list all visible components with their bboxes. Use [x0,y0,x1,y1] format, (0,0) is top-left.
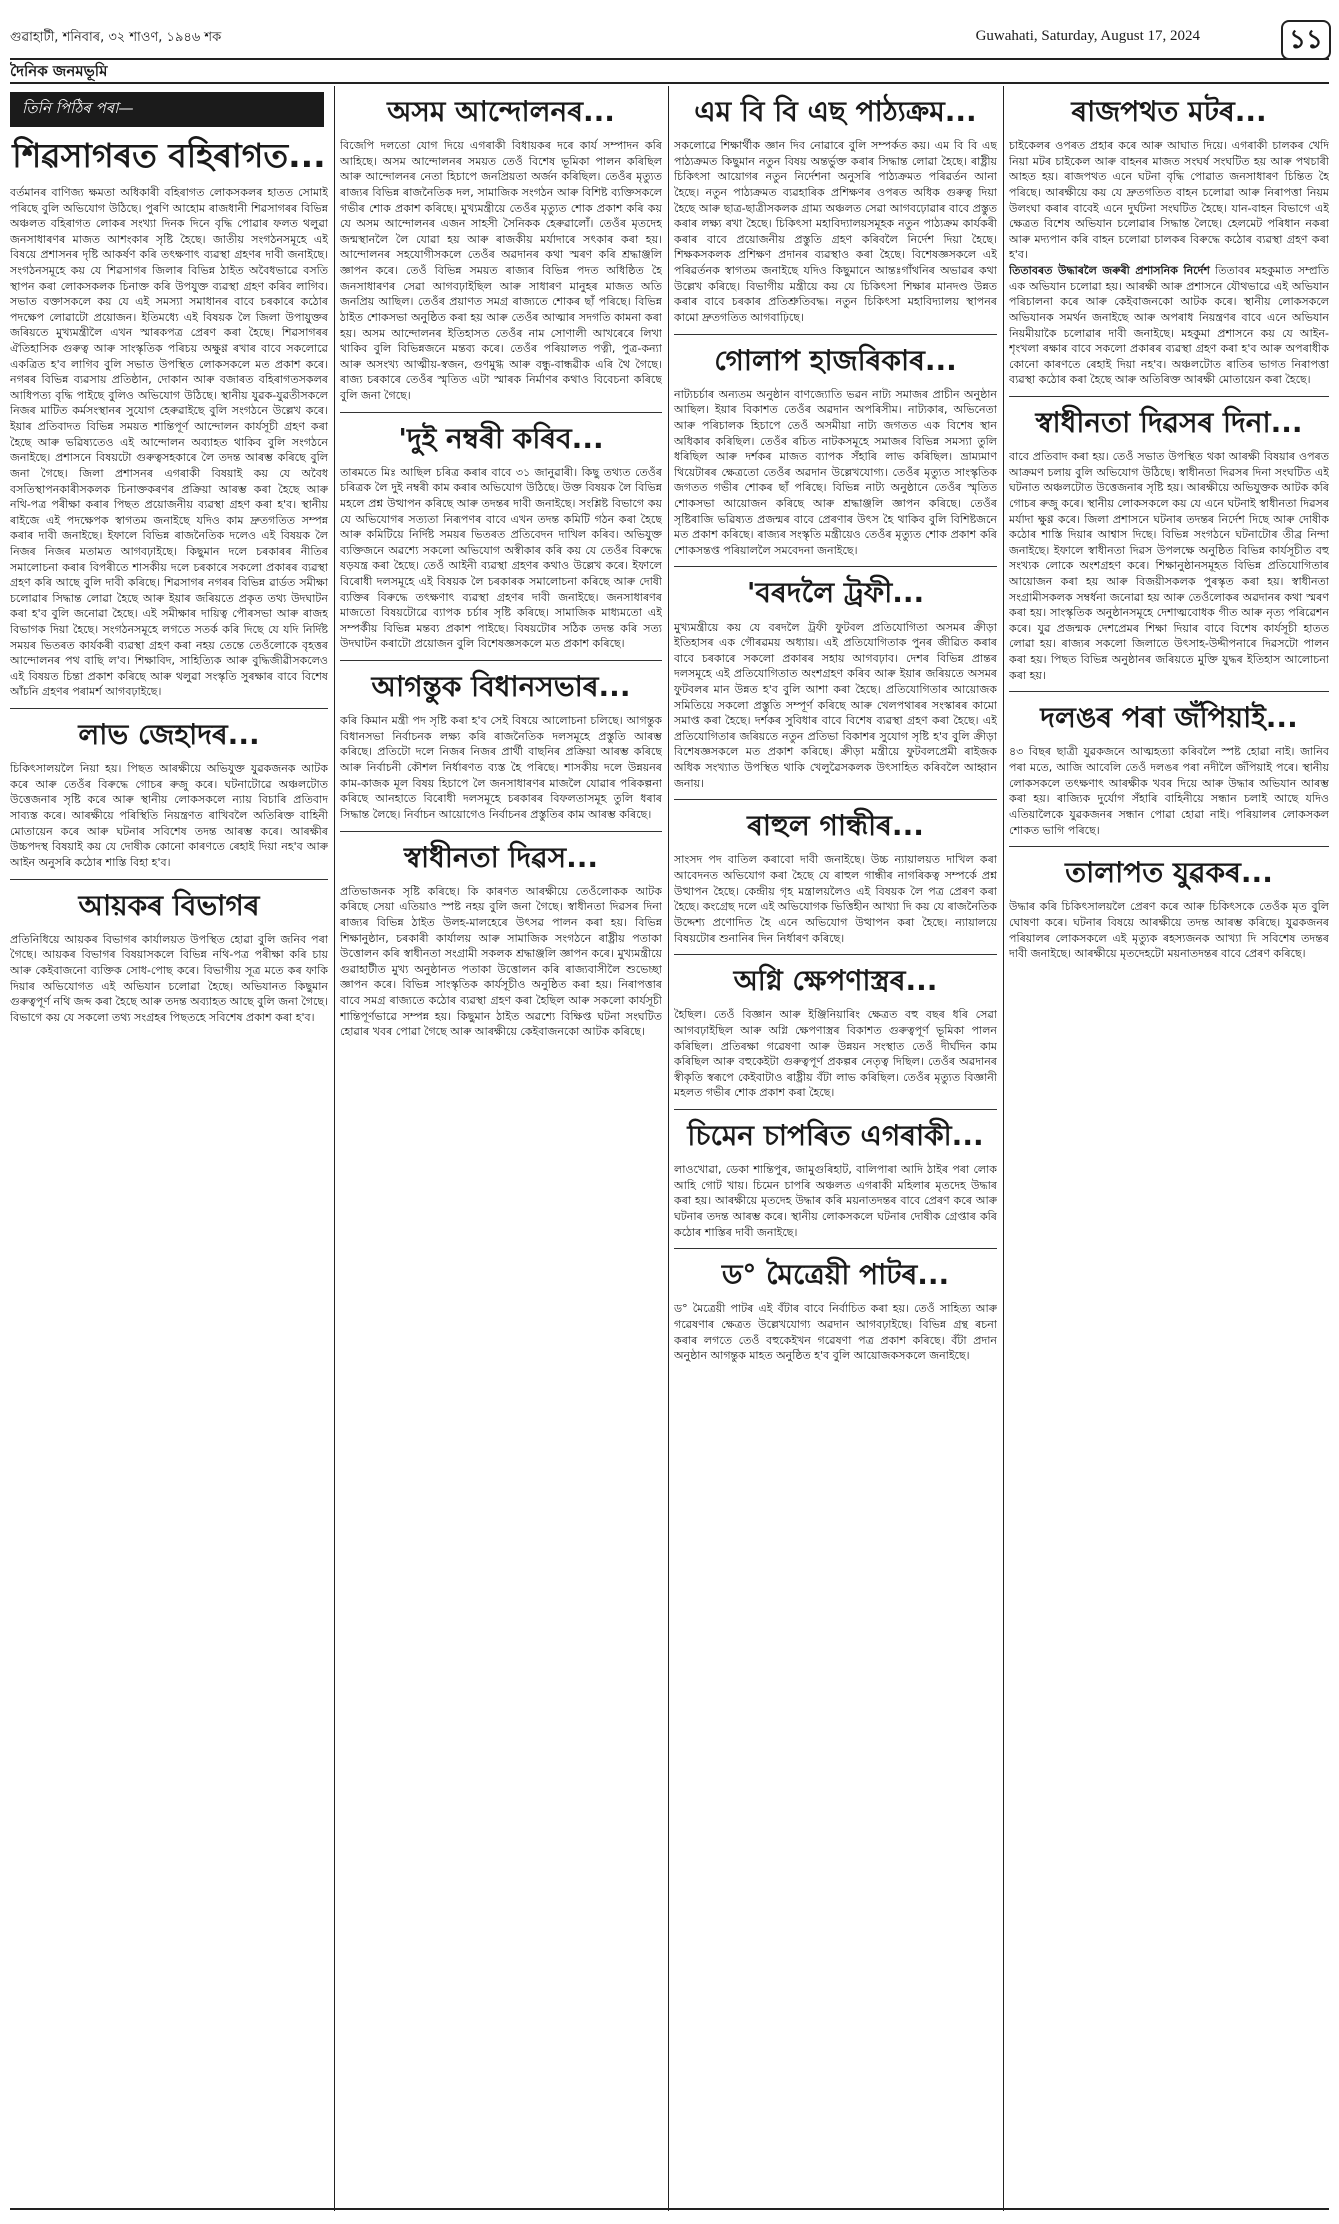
headline-rahul-gandhi: ৰাহুল গান্ধীৰ... [747,809,924,843]
column-2 [340,86,662,2206]
headline-love-jihad: লাভ জেহাদৰ... [78,718,260,752]
page-header [10,18,1270,58]
article-body-independence: প্ৰতিভাজনক সৃষ্টি কৰিছে। কি কাৰণত আৰক্ষীয়ে তেওঁলোকক আটক কৰিছে সেয়া এতিয়াও স্পষ্ট নহয় বুলি জনা গৈছে। স্বাধীনতা দিৱসৰ দিনা ৰাজ্যৰ বিভিন্ন ঠাইত উলহ-মালহেৰে উৎসৱ পালন কৰা হয়। বিভিন্ন শিক্ষানুষ্ঠান, চৰকাৰী কাৰ্যালয় আৰু সামাজিক সংগঠনে ৰাষ্ট্ৰীয় পতাকা উত্তোলন কৰি স্বাধীনতা সংগ্ৰামী সকলক শ্ৰদ্ধাঞ্জলি জ্ঞাপন কৰে। মুখ্যমন্ত্ৰীয়ে গুৱাহাটীত মুখ্য অনুষ্ঠানত পতাকা উত্তোলন কৰি ৰাজ্যবাসীলৈ শুভেচ্ছা জ্ঞাপন কৰে। বিভিন্ন সাংস্কৃতিক কাৰ্যসূচীও অনুষ্ঠিত কৰা হয়। নিৰাপত্তাৰ বাবে সমগ্ৰ ৰাজ্যতে কঠোৰ ব্যৱস্থা গ্ৰহণ কৰা হৈছিল আৰু সকলো কাৰ্যসূচী শান্তিপূৰ্ণভাৱে সম্পন্ন হয়। কিছুমান ঠাইত অৱশ্যে বিক্ষিপ্ত ঘটনা সংঘটিত হোৱাৰ খবৰ পোৱা গৈছে আৰু আৰক্ষীয়ে কেইবাজনকো আটক কৰিছে। [340,884,662,1039]
dateline-english: Guwahati, Saturday, August 17, 2024 [975,28,1200,44]
dateline-assamese: গুৱাহাটী, শনিবাৰ, ৩২ শাওণ, ১৯৪৬ শক [10,30,222,45]
headline-chimen-chapori: চিমেন চাপৰিত এগৰাকী... [687,1118,984,1152]
article-body-bridge-jump: ৪৩ বিছৰ ছাত্ৰী যুৱকজনে আত্মহত্যা কৰিবলৈ স্পষ্ট হোৱা নাই। জানিব পৰা মতে, আজি আবেলি তেওঁ দলঙৰ পৰা নদীলৈ জঁপিয়াই পৰে। স্থানীয় লোকসকলে তৎক্ষণাৎ আৰক্ষীক খবৰ দিয়ে আৰু উদ্ধাৰ অভিযান আৰম্ভ কৰা হয়। ৰাজ্যিক দুৰ্যোগ সঁহাৰি বাহিনীয়ে সন্ধান চলাই আছে যদিও এতিয়ালৈকে যুৱকজনৰ সন্ধান পোৱা হোৱা নাই। পৰিয়ালৰ লোকসকল শোকত ভাগি পৰিছে। [1009,745,1329,837]
headline-assembly: আগন্তুক বিধানসভাৰ... [371,670,631,704]
column-divider [1003,86,1004,2211]
column-4 [1009,86,1329,2206]
article-body-assam-movement: বিজেপি দলতো যোগ দিয়ে এগৰাকী বিধায়কৰ দৰে কাৰ্য সম্পাদন কৰি আহিছে। অসম আন্দোলনৰ সময়ত তেওঁ বিশেষ ভূমিকা পালন কৰিছিল আৰু আন্দোলনৰ নেতা হিচাপে জনপ্ৰিয়তা অৰ্জন কৰিছিল। তেওঁৰ মৃত্যুত ৰাজ্যৰ বিভিন্ন ৰাজনৈতিক দল, সামাজিক সংগঠন আৰু বিশিষ্ট ব্যক্তিসকলে গভীৰ শোক প্ৰকাশ কৰিছে। মুখ্যমন্ত্ৰীয়ে তেওঁৰ মৃত্যুত শোক প্ৰকাশ কৰি কয় যে অসম আন্দোলনৰ এজন সাহসী সৈনিকক হেৰুৱালোঁ। তেওঁৰ মৃতদেহ জন্মস্থানলৈ লৈ যোৱা হয় আৰু ৰাজকীয় মৰ্যাদাৰে সৎকাৰ কৰা হয়। আন্দোলনৰ সহযোগীসকলে তেওঁৰ অৱদানৰ কথা স্মৰণ কৰি শ্ৰদ্ধাঞ্জলি জ্ঞাপন কৰে। তেওঁ বিভিন্ন সময়ত ৰাজ্যৰ বিভিন্ন পদত অধিষ্ঠিত হৈ জনসাধাৰণৰ সেৱা আগবঢ়াইছিল আৰু সাধাৰণ মানুহৰ মাজত অতি জনপ্ৰিয় আছিল। তেওঁৰ প্ৰয়াণত সমগ্ৰ ৰাজ্যতে শোকৰ ছাঁ পৰিছে। বিভিন্ন ঠাইত শোকসভা অনুষ্ঠিত কৰা হয় আৰু তেওঁৰ আত্মাৰ সদগতি কামনা কৰা হয়। অসম আন্দোলনৰ ইতিহাসত তেওঁৰ নাম সোণালী আখৰেৰে লিখা থাকিব বুলি বিভিন্নজনে মন্তব্য কৰে। তেওঁৰ পৰিয়ালত পত্নী, পুত্ৰ-কন্যা আৰু অসংখ্য আত্মীয়-স্বজন, গুণমুগ্ধ আৰু বন্ধু-বান্ধৱীক এৰি থৈ গৈছে। ৰাজ্য চৰকাৰে তেওঁৰ স্মৃতিত এটা স্মাৰক নিৰ্মাণৰ কথাও বিবেচনা কৰিছে বুলি জনা গৈছে। [340,139,662,402]
article-body-motor-highway: চাইকেলৰ ওপৰত প্ৰহাৰ কৰে আৰু আঘাত দিয়ে। এগৰাকী চালকৰ খেদি নিয়া মটৰ চাইকেল আৰু বাহনৰ মাজত সংঘৰ্ষ সংঘটিত হয় আৰু পথচাৰী আহত হয়। ৰাজপথত এনে ঘটনা বৃদ্ধি পোৱাত জনসাধাৰণ চিন্তিত হৈ পৰিছে। আৰক্ষীয়ে কয় যে দ্ৰুতগতিত বাহন চলোৱা আৰু নিৰাপত্তা নিয়ম উলংঘা কৰাৰ বাবেই এনে দুৰ্ঘটনা সংঘটিত হৈছে। যান-বাহন বিভাগে এই ক্ষেত্ৰত বিশেষ অভিযান চলোৱাৰ সিদ্ধান্ত লৈছে। হেলমেট পৰিধান নকৰা আৰু মদ্যপান কৰি বাহন চলোৱা চালকৰ বিৰুদ্ধে কঠোৰ ব্যৱস্থা গ্ৰহণ কৰা হ'ব। [1009,139,1329,262]
article-separator [674,566,997,567]
article-body-two-number: তাৰমতে মিঃ আছিল চৰিত্ৰ কৰাৰ বাবে ৩১ জানুৱাৰী। কিছু তথ্যত তেওঁৰ চৰিত্ৰক লৈ দুই নম্বৰী কাম কৰাৰ অভিযোগ উঠিছে। উক্ত বিষয়ক লৈ বিভিন্ন মহলে প্ৰশ্ন উত্থাপন কৰিছে আৰু তদন্তৰ দাবী জনাইছে। সংশ্লিষ্ট বিভাগে কয় যে অভিযোগৰ সত্যতা নিৰূপণৰ বাবে এখন তদন্ত কমিটি গঠন কৰা হৈছে আৰু কমিটিয়ে নিৰ্দিষ্ট সময়ৰ ভিতৰত প্ৰতিবেদন দাখিল কৰিব। অভিযুক্ত ব্যক্তিজনে অৱশ্যে সকলো অভিযোগ অস্বীকাৰ কৰি কয় যে তেওঁৰ বিৰুদ্ধে ষড়যন্ত্ৰ কৰা হৈছে। তেওঁ আইনী ব্যৱস্থা গ্ৰহণৰ কথাও উল্লেখ কৰে। ইফালে বিৰোধী দলসমূহে এই বিষয়ক লৈ চৰকাৰক সমালোচনা কৰিছে আৰু দোষী ব্যক্তিৰ বিৰুদ্ধে তৎক্ষণাৎ ব্যৱস্থা গ্ৰহণৰ দাবী জনাইছে। জনসাধাৰণৰ মাজতো বিষয়টোৱে ব্যাপক চৰ্চাৰ সৃষ্টি কৰিছে। সামাজিক মাধ্যমতো এই সম্পৰ্কীয় বিভিন্ন মন্তব্য প্ৰকাশ পাইছে। বিষয়টোৰ সঠিক তদন্ত কৰি সত্য উদঘাটন কৰাটো প্ৰয়োজন বুলি বিশেষজ্ঞসকলে মত প্ৰকাশ কৰিছে। [340,465,662,651]
article-separator [1009,396,1329,397]
article-body-chimen-chapori: লাওখোৱা, ডেকা শান্তিপুৰ, জামুগুৰিহাট, বালিপাৰা আদি ঠাইৰ পৰা লোক আহি গোট খায়। চিমেন চাপৰি অঞ্চলত এগৰাকী মহিলাৰ মৃতদেহ উদ্ধাৰ কৰা হয়। আৰক্ষীয়ে মৃতদেহ উদ্ধাৰ কৰি ময়নাতদন্তৰ বাবে প্ৰেৰণ কৰে আৰু ঘটনাৰ তদন্ত আৰম্ভ কৰে। স্থানীয় লোকসকলে ঘটনাৰ দোষীক গ্ৰেপ্তাৰ কৰি কঠোৰ শাস্তিৰ দাবী জনাইছে। [674,1163,997,1239]
article-separator [340,831,662,832]
headline-bordoloi-trophy: 'বৰদলৈ ট্ৰফী... [746,576,925,610]
article-separator [10,879,328,880]
article-separator [674,1109,997,1110]
article-separator [674,1248,997,1249]
article-separator [674,799,997,800]
article-separator [674,334,997,335]
column-1 [10,86,328,2206]
article-separator [10,708,328,709]
article-body-titabor [1009,263,1329,388]
column-divider [334,86,335,2211]
article-separator [340,660,662,661]
article-body-golap-hazarika: নাট্যচৰ্চাৰ অন্যতম অনুষ্ঠান বাণজ্যোতি ভৱন নাট্য সমাজৰ প্ৰাচীন অনুষ্ঠান আছিল। ইয়াৰ বিকাশত তেওঁৰ অৱদান অপৰিসীম। নাট্যকাৰ, অভিনেতা আৰু পৰিচালক হিচাপে তেওঁ অসমীয়া নাট্য জগতত এক বিশেষ স্থান অধিকাৰ কৰিছিল। তেওঁৰ ৰচিত নাটকসমূহে সমাজৰ বিভিন্ন সমস্যা তুলি ধৰিছিল আৰু দৰ্শকৰ মাজত ব্যাপক সঁহাৰি লাভ কৰিছিল। ভ্ৰাম্যমাণ থিয়েটাৰৰ ক্ষেত্ৰতো তেওঁৰ অৱদান উল্লেখযোগ্য। তেওঁৰ মৃত্যুত সাংস্কৃতিক জগতত গভীৰ শোকৰ ছাঁ পৰিছে। বিভিন্ন নাট্য অনুষ্ঠানে তেওঁৰ স্মৃতিত শোকসভা আয়োজন কৰিছে আৰু শ্ৰদ্ধাঞ্জলি জ্ঞাপন কৰিছে। তেওঁৰ সৃষ্টিৰাজি ভৱিষ্যত প্ৰজন্মৰ বাবে প্ৰেৰণাৰ উৎস হৈ থাকিব বুলি বিশিষ্টজনে মত প্ৰকাশ কৰিছে। ৰাজ্যৰ সংস্কৃতি মন্ত্ৰীয়েও তেওঁৰ মৃত্যুত শোক প্ৰকাশ কৰি শোকসন্তপ্ত পৰিয়াললৈ সমবেদনা জনাইছে। [674,387,997,557]
headline-golap-hazarika: গোলাপ হাজৰিকাৰ... [714,343,957,377]
article-body-maitreyee-patar: ড° মৈত্ৰেয়ী পাটৰ এই বঁটাৰ বাবে নিৰ্বাচিত কৰা হয়। তেওঁ সাহিত্য আৰু গৱেষণাৰ ক্ষেত্ৰত উল্লেখযোগ্য অৱদান আগবঢ়াইছে। বিভিন্ন গ্ৰন্থ ৰচনা কৰাৰ লগতে তেওঁ বহুকেইখন গৱেষণা পত্ৰ প্ৰকাশ কৰিছে। বঁটা প্ৰদান অনুষ্ঠান আগন্তুক মাহত অনুষ্ঠিত হ'ব বুলি আয়োজকসকলে জনাইছে। [674,1302,997,1363]
headline-independence-day: স্বাধীনতা দিৱসৰ দিনা... [1035,405,1303,439]
headline-motor-highway: ৰাজপথত মটৰ... [1071,95,1267,128]
titabor-subhead: তিতাবৰত উদ্ধাৰলৈ জৰুৰী প্ৰশাসনিক নিৰ্দেশ [1009,264,1210,278]
masthead-rule [10,82,1329,84]
article-body-agni-missile: হৈছিল। তেওঁ বিজ্ঞান আৰু ইঞ্জিনিয়াৰিং ক্ষেত্ৰত বহু বছৰ ধৰি সেৱা আগবঢ়াইছিল আৰু অগ্নি ক্ষেপণাস্ত্ৰৰ বিকাশত গুৰুত্বপূৰ্ণ ভূমিকা পালন কৰিছিল। প্ৰতিৰক্ষা গৱেষণা আৰু উন্নয়ন সংস্থাত তেওঁ দীৰ্ঘদিন কাম কৰিছিল আৰু বহুকেইটা গুৰুত্বপূৰ্ণ প্ৰকল্পৰ নেতৃত্ব দিছিল। তেওঁৰ অৱদানৰ স্বীকৃতি স্বৰূপে কেইবাটাও ৰাষ্ট্ৰীয় বঁটা লাভ কৰিছিল। তেওঁৰ মৃত্যুত বিজ্ঞানী মহলত গভীৰ শোক প্ৰকাশ কৰা হৈছে। [674,1008,997,1100]
article-body-independence-day: বাবে প্ৰতিবাদ কৰা হয়। তেওঁ সভাত উপস্থিত থকা আৰক্ষী বিষয়াৰ ওপৰত আক্ৰমণ চলায় বুলি অভিযোগ উঠিছে। স্বাধীনতা দিৱসৰ দিনা সংঘটিত এই ঘটনাত অঞ্চলটোত উত্তেজনাৰ সৃষ্টি হয়। আৰক্ষীয়ে অভিযুক্তক আটক কৰি গোচৰ ৰুজু কৰে। স্থানীয় লোকসকলে কয় যে এনে ঘটনাই স্বাধীনতা দিৱসৰ মৰ্যাদা ক্ষুণ্ণ কৰে। জিলা প্ৰশাসনে ঘটনাৰ তদন্তৰ নিৰ্দেশ দিছে আৰু দোষীক কঠোৰ শাস্তি দিয়াৰ আশ্বাস দিছে। বিভিন্ন সংগঠনে ঘটনাটোৰ তীব্ৰ নিন্দা জনাইছে। ইফালে স্বাধীনতা দিৱস উপলক্ষে অনুষ্ঠিত বিভিন্ন কাৰ্যসূচীত বহু সংখ্যক লোকে অংশগ্ৰহণ কৰে। শিক্ষানুষ্ঠানসমূহত বিভিন্ন প্ৰতিযোগিতাৰ আয়োজন কৰা হয় আৰু বিজয়ীসকলক পুৰস্কৃত কৰা হয়। স্বাধীনতা সংগ্ৰামীসকলক সম্বৰ্ধনা জনোৱা হয় আৰু তেওঁলোকৰ অৱদানৰ কথা স্মৰণ কৰা হয়। সাংস্কৃতিক অনুষ্ঠানসমূহে দেশাত্মবোধক গীত আৰু নৃত্য পৰিৱেশন কৰে। যুৱ প্ৰজন্মক দেশপ্ৰেমৰ শিক্ষা দিয়াৰ বাবে বিশেষ কাৰ্যসূচী হাতত লোৱা হয়। ৰাজ্যৰ সকলো জিলাতে উৎসাহ-উদ্দীপনাৰে দিৱসটো পালন কৰা হয়। পিছত বিভিন্ন অনুষ্ঠানৰ জৰিয়তে মুক্তি যুদ্ধৰ ইতিহাস আলোচনা কৰা হয়। [1009,450,1329,682]
article-body-sivasagar: বৰ্তমানৰ বাণিজ্য ক্ষমতা অধিকাৰী বহিৰাগত লোকসকলৰ হাতত সোমাই পৰিছে বুলি অভিযোগ উঠিছে। পুৰণি আহোম ৰাজধানী শিৱসাগৰৰ বিভিন্ন অঞ্চলত বহিৰাগত লোকৰ সংখ্যা দিনক দিনে বৃদ্ধি পোৱাৰ ফলত থলুৱা জনসাধাৰণৰ মাজত আশংকাৰ সৃষ্টি হৈছে। জাতীয় সংগঠনসমূহে এই বিষয়ে প্ৰশাসনৰ দৃষ্টি আকৰ্ষণ কৰি তৎক্ষণাৎ ব্যৱস্থা গ্ৰহণৰ দাবী জনাইছে। সংগঠনসমূহে কয় যে শিৱসাগৰ জিলাৰ বিভিন্ন ঠাইত অবৈধভাৱে বসতি স্থাপন কৰা লোকসকলক চিনাক্ত কৰি উপযুক্ত ব্যৱস্থা গ্ৰহণ কৰিব লাগিব। সভাত বক্তাসকলে কয় যে এই সমস্যা সমাধানৰ বাবে চৰকাৰে কঠোৰ পদক্ষেপ লোৱাটো প্ৰয়োজন। ইতিমধ্যে এই বিষয়ক লৈ জিলা উপায়ুক্তৰ জৰিয়তে মুখ্যমন্ত্ৰীলৈ এখন স্মাৰকপত্ৰ প্ৰেৰণ কৰা হৈছে। শিৱসাগৰৰ ঐতিহাসিক গুৰুত্ব আৰু সাংস্কৃতিক পৰিচয় অক্ষুণ্ণ ৰখাৰ বাবে সকলোৱে একত্ৰিত হ'ব লাগিব বুলি সভাত উপস্থিত লোকসকলে মত প্ৰকাশ কৰে। নগৰৰ বিভিন্ন ব্যৱসায় প্ৰতিষ্ঠান, দোকান আৰু বজাৰত বহিৰাগতসকলৰ আধিপত্য বৃদ্ধি পাইছে বুলিও অভিযোগ উঠিছে। স্থানীয় যুৱক-যুৱতীসকলে নিজৰ মাটিত কৰ্মসংস্থানৰ সুযোগ হেৰুৱাইছে বুলি সংগঠনে উল্লেখ কৰে। ইয়াৰ প্ৰতিবাদত বিভিন্ন সময়ত শান্তিপূৰ্ণ আন্দোলন কাৰ্যসূচী গ্ৰহণ কৰা হৈছে আৰু ভৱিষ্যতেও এই আন্দোলন অব্যাহত থাকিব বুলি সংগঠনে জনাইছে। প্ৰশাসনে বিষয়টো গুৰুত্বসহকাৰে লৈ তদন্ত আৰম্ভ কৰিছে বুলি জনা গৈছে। জিলা প্ৰশাসনৰ এগৰাকী বিষয়াই কয় যে অবৈধ বসতিস্থাপনকাৰীসকলক চিনাক্তকৰণৰ প্ৰক্ৰিয়া আৰম্ভ কৰা হৈছে আৰু নথি-পত্ৰ পৰীক্ষা কৰাৰ পিছত প্ৰয়োজনীয় ব্যৱস্থা গ্ৰহণ কৰা হ'ব। স্থানীয় ৰাইজে এই পদক্ষেপক স্বাগতম জনাইছে যদিও কাম দ্ৰুতগতিত সম্পন্ন কৰাৰ দাবী জনাইছে। ইফালে বিভিন্ন ৰাজনৈতিক দলেও এই বিষয়ক লৈ নিজৰ নিজৰ মতামত আগবঢ়াইছে। কিছুমান দলে চৰকাৰৰ নীতিৰ সমালোচনা কৰাৰ বিপৰীতে শাসকীয় দলে চৰকাৰে সকলো প্ৰকাৰৰ ব্যৱস্থা গ্ৰহণ কৰি আছে বুলি দাবী কৰিছে। শিৱসাগৰ নগৰৰ বিভিন্ন ৱাৰ্ডত সমীক্ষা চলোৱাৰ সিদ্ধান্ত লোৱা হৈছে আৰু ইয়াৰ জৰিয়তে প্ৰকৃত তথ্য উদঘাটন কৰা হ'ব বুলি জনোৱা হৈছে। এই সমীক্ষাৰ দায়িত্ব পৌৰসভা আৰু ৰাজহ বিভাগক দিয়া হৈছে। সংগঠনসমূহে লগতে সতৰ্ক কৰি দিছে যে যদি নিৰ্দিষ্ট সময়ৰ ভিতৰত কাৰ্যকৰী ব্যৱস্থা গ্ৰহণ কৰা নহয় তেন্তে তেওঁলোকে বৃহত্তৰ আন্দোলনৰ পথ বাছি ল'ব। শিক্ষাবিদ, সাহিত্যিক আৰু বুদ্ধিজীৱীসকলেও এই বিষয়ত চিন্তা প্ৰকাশ কৰিছে আৰু থলুৱা সংস্কৃতি সুৰক্ষাৰ বাবে বিশেষ আঁচনি গ্ৰহণৰ পৰামৰ্শ আগবঢ়াইছে। [10,185,328,699]
article-body-income-tax: প্ৰতিনিধিয়ে আয়কৰ বিভাগৰ কাৰ্যালয়ত উপস্থিত হোৱা বুলি জনিব পৰা গৈছে। আয়কৰ বিভাগৰ বিষয়াসকলে বিভিন্ন নথি-পত্ৰ পৰীক্ষা কৰি চায় আৰু কেইবাজনো ব্যক্তিক সোধ-পোছ কৰে। বিভাগীয় সূত্ৰ মতে কৰ ফাকি দিয়াৰ অভিযোগত এই অভিযান চলোৱা হৈছে। অভিযানত কিছুমান গুৰুত্বপূৰ্ণ নথি জব্দ কৰা হৈছে আৰু তদন্ত অব্যাহত আছে বুলি জনা গৈছে। বিভাগে কয় যে সকলো তথ্য সংগ্ৰহৰ পিছতহে সবিশেষ প্ৰকাশ কৰা হ'ব। [10,932,328,1024]
headline-income-tax: আয়কৰ বিভাগৰ [78,888,260,922]
article-body-youth-pond: উদ্ধাৰ কৰি চিকিৎসালয়লৈ প্ৰেৰণ কৰে আৰু চিকিৎসকে তেওঁক মৃত বুলি ঘোষণা কৰে। ঘটনাৰ বিষয়ে আৰক্ষীয়ে তদন্ত আৰম্ভ কৰিছে। যুৱকজনৰ পৰিয়ালৰ লোকসকলে এই মৃত্যুক ৰহস্যজনক আখ্যা দি সবিশেষ তদন্তৰ দাবী জনাইছে। আৰক্ষীয়ে মৃতদেহটো ময়নাতদন্তৰ বাবে প্ৰেৰণ কৰিছে। [1009,900,1329,961]
article-separator [340,412,662,413]
article-body-bordoloi-trophy: মুখ্যমন্ত্ৰীয়ে কয় যে বৰদলৈ ট্ৰফী ফুটবল প্ৰতিযোগিতা অসমৰ ক্ৰীড়া ইতিহাসৰ এক গৌৰৱময় অধ্যায়। এই প্ৰতিযোগিতাক পুনৰ জীৱিত কৰাৰ বাবে চৰকাৰে সকলো প্ৰকাৰৰ সহায় আগবঢ়াব। দেশৰ বিভিন্ন প্ৰান্তৰ দলসমূহে এই প্ৰতিযোগিতাত অংশগ্ৰহণ কৰিব আৰু ইয়াৰ জৰিয়তে অসমৰ ফুটবলৰ মান উন্নত হ'ব বুলি আশা কৰা হৈছে। প্ৰতিযোগিতাৰ আয়োজক সমিতিয়ে সকলো প্ৰস্তুতি সম্পূৰ্ণ কৰিছে আৰু খেলপথাৰৰ সংস্কাৰৰ কামো সমাপ্ত কৰা হৈছে। দৰ্শকৰ সুবিধাৰ বাবে বিশেষ ব্যৱস্থা গ্ৰহণ কৰা হৈছে। এই প্ৰতিযোগিতাৰ জৰিয়তে নতুন প্ৰতিভা বিকাশৰ সুযোগ সৃষ্টি হ'ব বুলি ক্ৰীড়া বিশেষজ্ঞসকলে মত প্ৰকাশ কৰিছে। ক্ৰীড়া মন্ত্ৰীয়ে ফুটবলপ্ৰেমী ৰাইজক অধিক সংখ্যাত উপস্থিত থাকি খেলুৱৈসকলক উৎসাহিত কৰিবলৈ আহ্বান জনায়। [674,620,997,790]
article-body-mbbs: সকলোৱে শিক্ষাৰ্থীক জ্ঞান দিব নোৱাৰে বুলি সম্পৰ্কত কয়। এম বি বি এছ পাঠ্যক্ৰমত কিছুমান নতুন বিষয় অন্তৰ্ভুক্ত কৰাৰ সিদ্ধান্ত লোৱা হৈছে। ৰাষ্ট্ৰীয় চিকিৎসা আয়োগৰ নতুন নিৰ্দেশনা অনুসৰি পাঠ্যক্ৰমত পৰিৱৰ্তন আনা হৈছে। নতুন পাঠ্যক্ৰমত ব্যৱহাৰিক প্ৰশিক্ষণৰ ওপৰত অধিক গুৰুত্ব দিয়া হৈছে আৰু ছাত্ৰ-ছাত্ৰীসকলক গ্ৰাম্য অঞ্চলত সেৱা আগবঢ়োৱাৰ বাবে প্ৰস্তুত কৰাৰ লক্ষ্য ৰখা হৈছে। চিকিৎসা মহাবিদ্যালয়সমূহক নতুন পাঠ্যক্ৰম কাৰ্যকৰী কৰাৰ বাবে প্ৰয়োজনীয় প্ৰস্তুতি গ্ৰহণ কৰিবলৈ নিৰ্দেশ দিয়া হৈছে। শিক্ষকসকলক প্ৰশিক্ষণ প্ৰদানৰ ব্যৱস্থাও কৰা হৈছে। বিশেষজ্ঞসকলে এই পৰিৱৰ্তনক স্বাগতম জনাইছে যদিও কিছুমানে আন্তঃগাঁথনিৰ অভাৱৰ কথা উল্লেখ কৰিছে। বিভাগীয় মন্ত্ৰীয়ে কয় যে চিকিৎসা শিক্ষাৰ মানদণ্ড উন্নত কৰাৰ বাবে চৰকাৰ প্ৰতিশ্ৰুতিবদ্ধ। নতুন চিকিৎসা মহাবিদ্যালয় স্থাপনৰ কামো দ্ৰুতগতিত আগবাঢ়িছে। [674,139,997,324]
headline-maitreyee-patar: ড° মৈত্ৰেয়ী পাটৰ... [721,1258,950,1292]
footer-rule [10,2208,1329,2210]
article-separator [1009,846,1329,847]
masthead [10,58,1330,82]
headline-youth-pond: তালাপত যুৱকৰ... [1065,856,1273,890]
headline-sivasagar: শিৱসাগৰত বহিৰাগত... [12,136,326,175]
article-separator [674,954,997,955]
titabor-text: তিতাবৰ মহকুমাত সম্প্ৰতি এক অভিযান চলোৱা হয়। আৰক্ষী আৰু প্ৰশাসনে যৌথভাৱে এই অভিযান পৰিচালনা কৰে আৰু কেইবাজনকো আটক কৰে। স্থানীয় লোকসকলে অভিযানক সমৰ্থন জনাইছে আৰু অপৰাধ নিয়ন্ত্ৰণৰ বাবে এনে অভিযান নিয়মীয়াকৈ চলোৱাৰ দাবী জনাইছে। মহকুমা প্ৰশাসনে কয় যে আইন-শৃংখলা ৰক্ষাৰ বাবে সকলো প্ৰকাৰৰ ব্যৱস্থা গ্ৰহণ কৰা হ'ব আৰু অপৰাধীক কোনো কাৰণতে ৰেহাই দিয়া নহ'ব। অঞ্চলটোত ৰাতিৰ ভাগত নিৰাপত্তা ব্যৱস্থা কঠোৰ কৰা হৈছে আৰু অতিৰিক্ত আৰক্ষী মোতায়েন কৰা হৈছে। [1009,264,1329,387]
headline-assam-movement: অসম আন্দোলনৰ... [387,95,615,128]
column-divider [668,86,669,2211]
continuation-label: তিনি পিঠিৰ পৰা— [10,92,324,127]
article-body-rahul-gandhi: সাংসদ পদ বাতিল কৰাবো দাবী জনাইছে। উচ্চ ন্যায়ালয়ত দাখিল কৰা আবেদনত অভিযোগ কৰা হৈছে যে ৰাহুল গান্ধীৰ নাগৰিকত্ব সম্পৰ্কে প্ৰশ্ন উত্থাপন হৈছে। কেন্দ্ৰীয় গৃহ মন্ত্ৰালয়লৈও এই বিষয়ক লৈ পত্ৰ প্ৰেৰণ কৰা হৈছে। কংগ্ৰেছ দলে এই অভিযোগক ভিত্তিহীন আখ্যা দি কয় যে ৰাজনৈতিক উদ্দেশ্য প্ৰণোদিত হৈ এনে অভিযোগ উত্থাপন কৰা হৈছে। ন্যায়ালয়ে বিষয়টোৰ শুনানিৰ দিন নিৰ্ধাৰণ কৰিছে। [674,853,997,945]
article-separator [1009,691,1329,692]
headline-mbbs: এম বি বি এছ পাঠ্যক্ৰম... [694,95,977,128]
article-body-assembly: কৰি কিমান মন্ত্ৰী পদ সৃষ্টি কৰা হ'ব সেই বিষয়ে আলোচনা চলিছে। আগন্তুক বিধানসভা নিৰ্বাচনক লক্ষ্য কৰি ৰাজনৈতিক দলসমূহে প্ৰস্তুতি আৰম্ভ কৰিছে। প্ৰতিটো দলে নিজৰ নিজৰ প্ৰাৰ্থী বাছনিৰ প্ৰক্ৰিয়া আৰম্ভ কৰিছে আৰু নিৰ্বাচনী কৌশল নিৰ্ধাৰণত ব্যস্ত হৈ পৰিছে। শাসকীয় দলে উন্নয়নৰ কাম-কাজক মূল বিষয় হিচাপে লৈ জনসাধাৰণৰ মাজলৈ যোৱাৰ পৰিকল্পনা কৰিছে আনহাতে বিৰোধী দলসমূহে চৰকাৰৰ বিফলতাসমূহ তুলি ধৰাৰ সিদ্ধান্ত লৈছে। নিৰ্বাচন আয়োগেও নিৰ্বাচনৰ প্ৰস্তুতিৰ কাম আৰম্ভ কৰিছে। [340,714,662,821]
column-3 [674,86,997,2206]
paper-name: দৈনিক জনমভূমি [10,62,108,80]
headline-independence: স্বাধীনতা দিৱস... [404,840,598,874]
article-body-love-jihad: চিকিৎসালয়লৈ নিয়া হয়। পিছত আৰক্ষীয়ে অভিযুক্ত যুৱকজনক আটক কৰে আৰু তেওঁৰ বিৰুদ্ধে গোচৰ ৰুজু কৰে। ঘটনাটোৱে অঞ্চলটোত উত্তেজনাৰ সৃষ্টি কৰে আৰু স্থানীয় লোকসকলে ন্যায় বিচাৰি প্ৰতিবাদ সাব্যস্ত কৰে। আৰক্ষীয়ে পৰিস্থিতি নিয়ন্ত্ৰণত ৰাখিবলৈ অতিৰিক্ত বাহিনী মোতায়েন কৰে আৰু ঘটনাৰ সবিশেষ তদন্ত আৰম্ভ কৰে। আৰক্ষীৰ উচ্চপদস্থ বিষয়াই কয় যে দোষীক কোনো কাৰণতে ৰেহাই দিয়া নহ'ব আৰু আইন অনুসৰি কঠোৰ শাস্তি বিহা হ'ব। [10,762,328,869]
headline-two-number: 'দুই নম্বৰী কৰিব... [398,421,604,455]
headline-bridge-jump: দলঙৰ পৰা জঁপিয়াই... [1040,701,1298,735]
page-number: ১১ [1281,20,1331,60]
headline-agni-missile: অগ্নি ক্ষেপণাস্ত্ৰৰ... [733,964,938,998]
